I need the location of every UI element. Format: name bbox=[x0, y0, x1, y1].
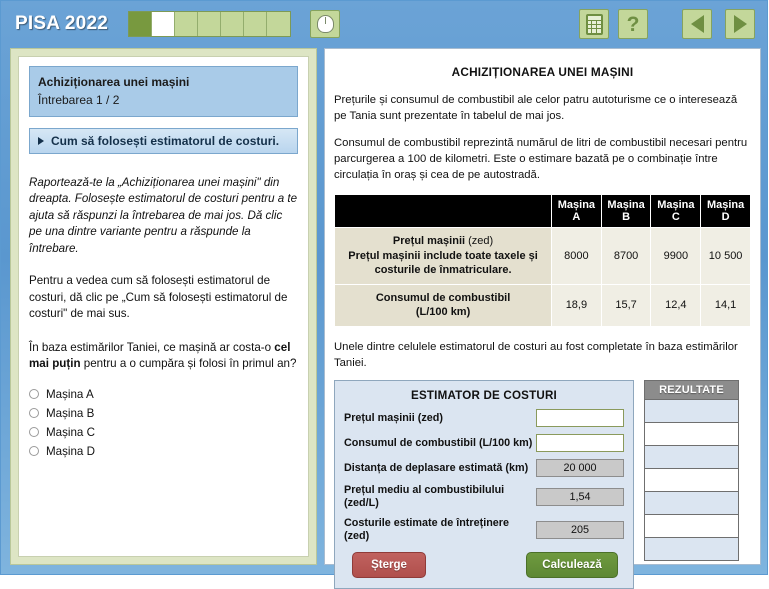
table-column-header: Mașina A bbox=[552, 195, 602, 228]
results-title: REZULTATE bbox=[644, 380, 739, 400]
arrow-left-icon bbox=[691, 15, 704, 33]
table-row bbox=[335, 228, 751, 285]
progress-segment bbox=[267, 12, 290, 36]
table-column-header: Mașina B bbox=[601, 195, 651, 228]
progress-segment bbox=[175, 12, 198, 36]
table-corner-cell bbox=[335, 195, 552, 228]
results-panel bbox=[644, 380, 739, 561]
progress-segment bbox=[129, 12, 152, 36]
field-label: Consumul de combustibil (L/100 km) bbox=[344, 436, 533, 449]
option-masina-a[interactable] bbox=[29, 388, 298, 401]
stimulus-paragraph-2: Consumul de combustibil reprezintă numărul de litri de combustibil necesari pentru parcurgerea a 100 de kilometri. Este o estimare bazată pe o combinație între circulația în oraș și cea de pe autostradă. bbox=[334, 137, 748, 182]
question-panel bbox=[10, 48, 317, 565]
app-title: PISA 2022 bbox=[15, 13, 108, 34]
result-cell bbox=[644, 515, 739, 538]
table-header-row bbox=[335, 195, 751, 228]
option-label: Mașina B bbox=[46, 406, 95, 420]
mouse-icon bbox=[317, 15, 334, 33]
top-toolbar bbox=[1, 1, 769, 47]
distance-readonly-value: 20 000 bbox=[536, 459, 624, 477]
progress-segment-current bbox=[152, 12, 175, 36]
row-label-sub: Prețul mașinii include toate taxele și costurile de înmatriculare. bbox=[348, 249, 538, 277]
progress-indicator bbox=[128, 11, 291, 37]
unit-title: Achiziționarea unei mașini bbox=[38, 75, 190, 89]
calculate-button[interactable]: Calculează bbox=[526, 552, 618, 578]
row-label-strong: Consumul de combustibil bbox=[375, 291, 511, 304]
fuel-consumption-input[interactable] bbox=[536, 434, 624, 452]
table-cell: 15,7 bbox=[601, 284, 651, 326]
question-emphasis: cel mai puțin bbox=[29, 340, 291, 371]
car-data-table bbox=[334, 194, 751, 327]
help-button[interactable] bbox=[618, 9, 648, 39]
table-cell: 10 500 bbox=[701, 228, 751, 285]
estimator-row-distance bbox=[344, 459, 624, 477]
radio-icon[interactable] bbox=[29, 427, 39, 437]
cost-estimator bbox=[334, 380, 634, 589]
row-label-sub: (L/100 km) bbox=[415, 306, 471, 319]
how-to-use-estimator-label: Cum să folosești estimatorul de costuri. bbox=[51, 134, 280, 148]
forward-button[interactable] bbox=[725, 9, 755, 39]
option-label: Mașina C bbox=[46, 425, 95, 439]
result-cell bbox=[644, 492, 739, 515]
table-row bbox=[335, 284, 751, 326]
table-cell: 8700 bbox=[601, 228, 651, 285]
maintenance-readonly-value: 205 bbox=[536, 521, 624, 539]
instruction-plain: Pentru a vedea cum să folosești estimatorul de costuri, dă clic pe „Cum să folosești estimatorul de costuri" de mai sus. bbox=[29, 274, 288, 321]
result-cell bbox=[644, 469, 739, 492]
option-label: Mașina D bbox=[46, 444, 95, 458]
toolbar-actions bbox=[570, 9, 769, 39]
progress-segment bbox=[244, 12, 267, 36]
result-cell bbox=[644, 538, 739, 561]
question-mark-icon: ? bbox=[626, 12, 640, 36]
question-header bbox=[29, 66, 298, 117]
table-cell: 12,4 bbox=[651, 284, 701, 326]
car-price-input[interactable] bbox=[536, 409, 624, 427]
estimator-row-car-price bbox=[344, 409, 624, 427]
field-label: Prețul mașinii (zed) bbox=[344, 411, 443, 424]
estimator-row-fuel-consumption bbox=[344, 434, 624, 452]
table-cell: 18,9 bbox=[552, 284, 602, 326]
answer-options bbox=[29, 388, 298, 458]
how-to-use-estimator-toggle[interactable] bbox=[29, 128, 298, 154]
progress-segment bbox=[221, 12, 244, 36]
estimator-buttons bbox=[344, 552, 624, 578]
calculator-icon bbox=[586, 14, 603, 35]
result-cell bbox=[644, 423, 739, 446]
question-tail: pentru a o cumpăra și folosi în primul an? bbox=[80, 357, 297, 371]
radio-icon[interactable] bbox=[29, 408, 39, 418]
table-cell: 9900 bbox=[651, 228, 701, 285]
table-cell: 14,1 bbox=[701, 284, 751, 326]
chevron-right-icon bbox=[38, 137, 44, 145]
result-cell bbox=[644, 446, 739, 469]
option-masina-c[interactable] bbox=[29, 426, 298, 439]
estimator-title: ESTIMATOR DE COSTURI bbox=[411, 389, 557, 403]
option-masina-d[interactable] bbox=[29, 445, 298, 458]
radio-icon[interactable] bbox=[29, 389, 39, 399]
estimator-note: Unele dintre celulele estimatorul de costuri au fost completate în baza estimărilor Taniei. bbox=[334, 340, 738, 369]
question-lead: În baza estimărilor Taniei, ce mașină ar costa-o bbox=[29, 340, 275, 354]
question-text bbox=[29, 340, 298, 373]
radio-icon[interactable] bbox=[29, 446, 39, 456]
table-row-label bbox=[335, 228, 552, 285]
estimator-area bbox=[334, 380, 751, 589]
clear-button[interactable]: Șterge bbox=[352, 552, 426, 578]
calculator-button[interactable] bbox=[579, 9, 609, 39]
stimulus-panel bbox=[324, 48, 761, 572]
estimator-row-fuel-price bbox=[344, 484, 624, 510]
table-cell: 8000 bbox=[552, 228, 602, 285]
option-label: Mașina A bbox=[46, 387, 94, 401]
stimulus-paragraph-1: Prețurile și consumul de combustibil ale celor patru autoturisme ce o interesează pe Tania sunt prezentate în tabelul de mai jos. bbox=[334, 94, 738, 123]
stimulus-title: ACHIZIȚIONAREA UNEI MAȘINI bbox=[451, 65, 634, 79]
option-masina-b[interactable] bbox=[29, 407, 298, 420]
question-panel-content bbox=[18, 56, 309, 557]
field-label: Costurile estimate de întreținere (zed) bbox=[344, 517, 510, 543]
progress-segment bbox=[198, 12, 221, 36]
row-label-strong: Prețul mașinii bbox=[392, 235, 466, 248]
table-column-header: Mașina D bbox=[701, 195, 751, 228]
result-cell bbox=[644, 400, 739, 423]
arrow-right-icon bbox=[734, 15, 747, 33]
question-counter: Întrebarea 1 / 2 bbox=[38, 93, 120, 107]
row-label-unit: (zed) bbox=[465, 235, 494, 248]
field-label: Distanța de deplasare estimată (km) bbox=[344, 461, 529, 474]
fuel-price-readonly-value: 1,54 bbox=[536, 488, 624, 506]
mouse-icon-button[interactable] bbox=[310, 10, 340, 38]
table-column-header: Mașina C bbox=[651, 195, 701, 228]
instruction-italic: Raportează-te la „Achiziționarea unei mașini" din dreapta. Folosește estimatorul de costuri pentru a te ajuta să răspunzi la întrebarea de mai jos. Dă clic pe una dintre variante pentru a răspunde la întrebare. bbox=[29, 176, 298, 255]
table-row-label bbox=[335, 284, 552, 326]
back-button[interactable] bbox=[682, 9, 712, 39]
field-label: Prețul mediu al combustibilului (zed/L) bbox=[344, 484, 505, 510]
estimator-row-maintenance bbox=[344, 517, 624, 543]
